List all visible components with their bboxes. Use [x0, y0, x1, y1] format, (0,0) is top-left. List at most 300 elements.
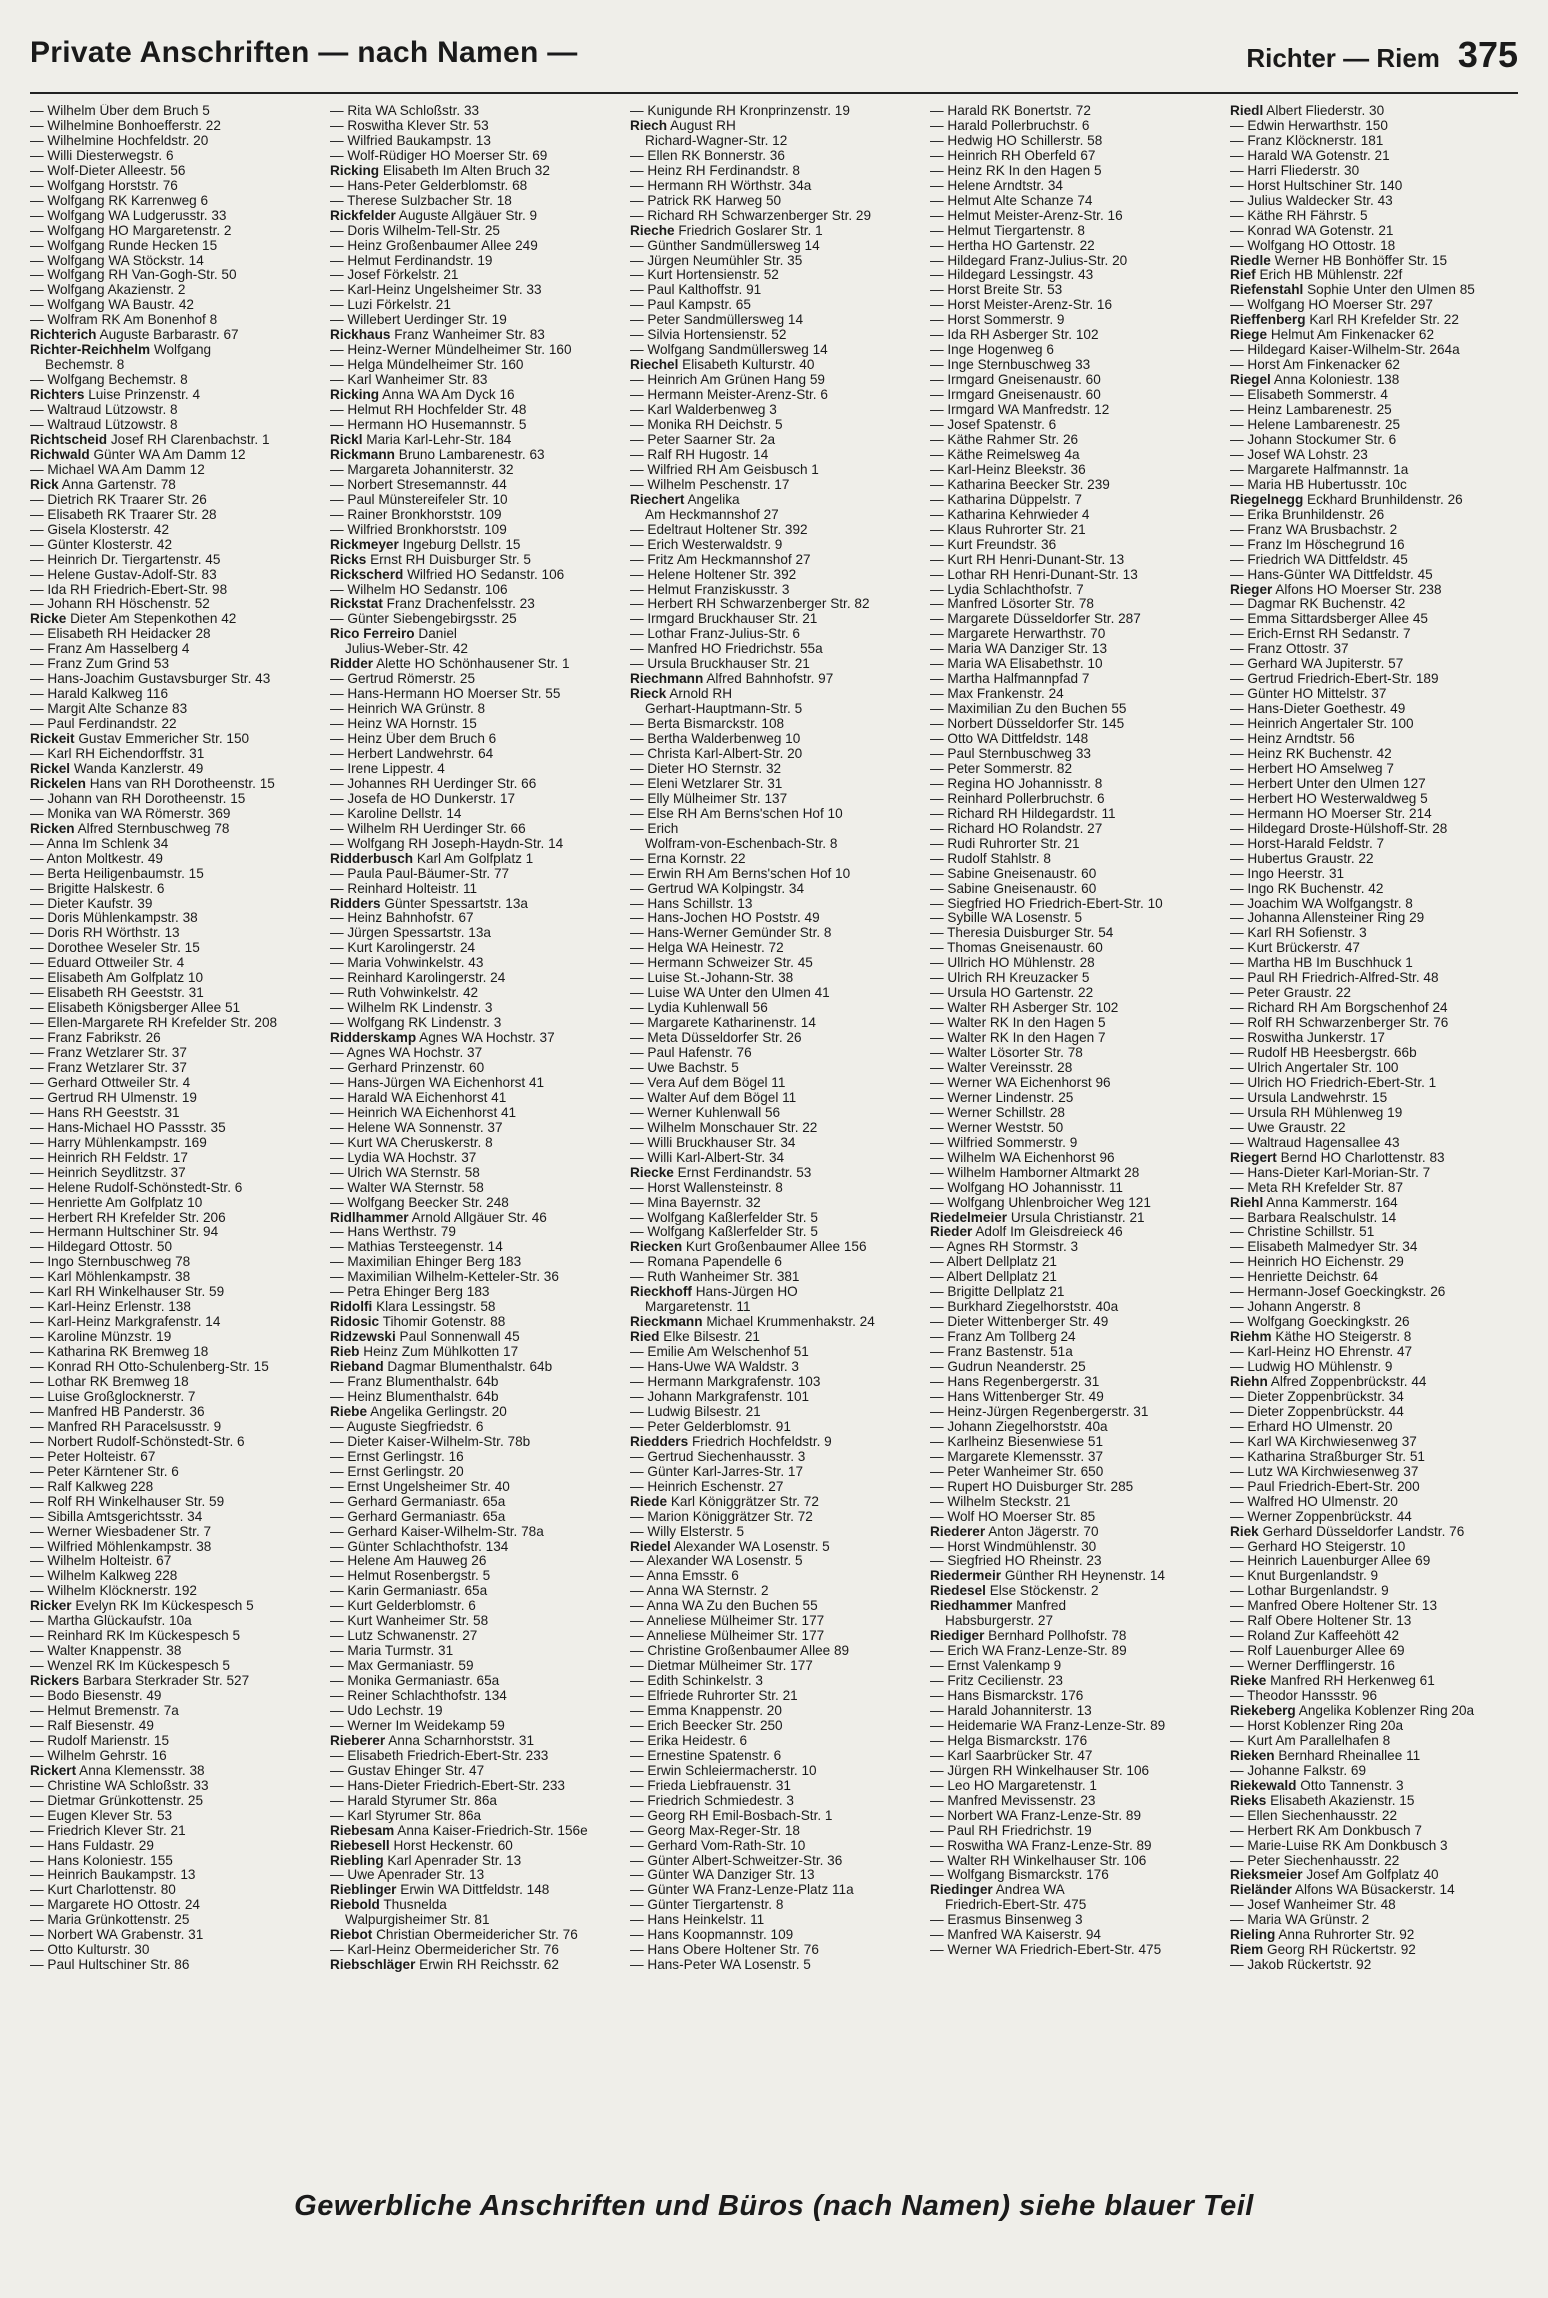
dash-entry: — Irmgard Gneisenaustr. 60 [930, 388, 1101, 403]
entry-details: Karl Saarbrücker Str. 47 [947, 1748, 1093, 1763]
entry-details: Edeltraut Holtener Str. 392 [647, 522, 808, 537]
entry-details: Erika Heidestr. 6 [647, 1733, 748, 1748]
surname-entry [930, 1225, 1218, 1240]
dash-entry: — Rolf RH Schwarzenberger Str. 76 [1230, 1016, 1449, 1031]
entry-details: Dorothee Weseler Str. 15 [47, 941, 200, 956]
entry-details: Knut Burgenlandstr. 9 [1247, 1569, 1379, 1584]
dash-entry: — Irene Lippestr. 4 [330, 761, 445, 776]
entry-details: Lutz Schwanenstr. 27 [347, 1629, 478, 1644]
dash-entry: — Therese Sulzbacher Str. 18 [330, 193, 512, 208]
entry-details: Waltraud Hagensallee 43 [1247, 1135, 1400, 1150]
entry-details: Dietmar Mülheimer Str. 177 [647, 1659, 813, 1674]
entry-details: Wolfgang HO Ottostr. 18 [1247, 238, 1396, 253]
surname: Rieke [1230, 1674, 1267, 1689]
dash-entry: — Anna Im Schlenk 34 [30, 836, 169, 851]
entry-details: Helmut Alte Schanze 74 [947, 193, 1093, 208]
dash-entry: — Hermann Schweizer Str. 45 [630, 956, 813, 971]
surname-entry [1230, 1883, 1518, 1898]
surname-entry [30, 1764, 318, 1779]
dash-entry: — Hans-Günter WA Dittfeldstr. 45 [1230, 567, 1433, 582]
dash-entry: — Sybille WA Losenstr. 5 [930, 911, 1083, 926]
dash-entry: — Hans-Hermann HO Moerser Str. 55 [330, 687, 561, 702]
dash-entry: — Harald Kalkweg 116 [30, 687, 169, 702]
entry-details: Peter Sommerstr. 82 [947, 761, 1073, 776]
dash-entry: — Wilfried Bronkhorststr. 109 [330, 522, 507, 537]
dash-entry: — Ernst Ungelsheimer Str. 40 [330, 1479, 510, 1494]
dash-entry: — Günter WA Franz-Lenze-Platz 11a [630, 1883, 854, 1898]
entry-details: Bernhard Rheinallee 11 [1278, 1748, 1421, 1763]
entry-details: Ulrich RH Kreuzacker 5 [947, 971, 1090, 986]
entry-details: Heinrich RH Feldstr. 17 [47, 1150, 188, 1165]
dash-entry: — Wolfgang Sandmüllersweg 14 [630, 343, 828, 358]
dash-entry: — Elisabeth Am Golfplatz 10 [30, 971, 204, 986]
dash-entry: — Franz Blumenthalstr. 64b [330, 1375, 499, 1390]
surname: Rieger [1230, 582, 1273, 597]
dash-entry: — Margarete HO Ottostr. 24 [30, 1898, 200, 1913]
entry-details: Maximilian Ehinger Berg 183 [347, 1255, 522, 1270]
entry-details: Lutz WA Kirchwiesenweg 37 [1247, 1464, 1419, 1479]
dash-entry: — Gertrud WA Kolpingstr. 34 [630, 881, 805, 896]
surname: Rickmeyer [330, 537, 399, 552]
dash-entry: — Friedrich Schmiedestr. 3 [630, 1793, 794, 1808]
entry-details: Irmgard Gneisenaustr. 60 [947, 373, 1101, 388]
dash-entry: — Helmut Alte Schanze 74 [930, 193, 1093, 208]
dash-entry: — Helmut Tiergartenstr. 8 [930, 223, 1085, 238]
dash-entry: — Horst Wallensteinstr. 8 [630, 1180, 783, 1195]
dash-entry: — Gerhard WA Jupiterstr. 57 [1230, 657, 1404, 672]
dash-entry: — Karl-Heinz Bleekstr. 36 [930, 462, 1086, 477]
entry-details: Hans Heinkelstr. 11 [647, 1913, 765, 1928]
entry-details: Gerhard HO Steigerstr. 10 [1247, 1539, 1406, 1554]
dash-entry: — Margarete Katharinenstr. 14 [630, 1016, 816, 1031]
dash-entry: — Wenzel RK Im Kückespesch 5 [30, 1659, 230, 1674]
dash-entry: — Wilhelm Peschenstr. 17 [630, 477, 790, 492]
dash-entry: — Karl-Heinz Obermeidericher Str. 76 [330, 1943, 559, 1958]
dash-entry: — Reiner Schlachthofstr. 134 [330, 1689, 507, 1704]
surname: Riebot [330, 1928, 373, 1943]
surname-entry [30, 448, 318, 463]
surname: Riefenstahl [1230, 283, 1304, 298]
entry-details: Ingo Sternbuschweg 78 [47, 1255, 191, 1270]
dash-entry: — Christine WA Schloßstr. 33 [30, 1778, 209, 1793]
dash-entry: — Waltraud Lützowstr. 8 [30, 403, 178, 418]
entry-details: Hans Regenbergerstr. 31 [947, 1375, 1100, 1390]
surname: Richterich [30, 328, 97, 343]
dash-entry: — Monika RH Deichstr. 5 [630, 418, 783, 433]
dash-entry: — Georg Max-Reger-Str. 18 [630, 1823, 800, 1838]
dash-entry: — Erika Brunhildenstr. 26 [1230, 507, 1385, 522]
dash-entry: — Heinrich RH Oberfeld 67 [930, 148, 1096, 163]
directory-columns [30, 104, 1518, 2174]
dash-entry: — Klaus Ruhrorter Str. 21 [930, 522, 1086, 537]
surname: Riecke [630, 1165, 674, 1180]
dash-entry: — Anna WA Zu den Buchen 55 [630, 1599, 818, 1614]
dash-entry: — Karl RH Eichendorffstr. 31 [30, 746, 205, 761]
dash-entry: — Horst-Harald Feldstr. 7 [1230, 836, 1385, 851]
dash-entry: — Norbert WA Grabenstr. 31 [30, 1928, 204, 1943]
dash-entry: — Hans-Peter WA Losenstr. 5 [630, 1958, 811, 1973]
entry-details: Julius-Weber-Str. 42 [345, 642, 468, 657]
entry-details: Hermann RH Wörthstr. 34a [647, 178, 812, 193]
dash-entry: — Hans Heinkelstr. 11 [630, 1913, 765, 1928]
surname-entry [1230, 1928, 1518, 1943]
dash-entry: — Ursula HO Gartenstr. 22 [930, 986, 1094, 1001]
surname: Riebe [330, 1404, 368, 1419]
entry-details: Johann van RH Dorotheenstr. 15 [47, 791, 246, 806]
entry-details: Wolfram-von-Eschenbach-Str. 8 [645, 836, 838, 851]
entry-details: Erwin WA Dittfeldstr. 148 [400, 1883, 550, 1898]
dash-entry: — Ingo Heerstr. 31 [1230, 866, 1345, 881]
entry-details: Brigitte Dellplatz 21 [947, 1285, 1065, 1300]
dash-entry: — Paula Paul-Bäumer-Str. 77 [330, 866, 510, 881]
dash-entry: — Erasmus Binsenweg 3 [930, 1913, 1083, 1928]
dash-entry: — Wilhelm Über dem Bruch 5 [30, 104, 210, 118]
dash-entry: — Werner Schillstr. 28 [930, 1105, 1065, 1120]
entry-details: Helga Mündelheimer Str. 160 [347, 358, 524, 373]
entry-details: Josef Spatenstr. 6 [947, 418, 1057, 433]
dash-entry: — Uwe Apenrader Str. 13 [330, 1868, 485, 1883]
entry-details: Dagmar RK Buchenstr. 42 [1247, 597, 1406, 612]
entry-details: Arnold Allgäuer Str. 46 [411, 1210, 547, 1225]
surname: Rieksmeier [1230, 1868, 1303, 1883]
surname-entry [630, 1330, 918, 1345]
entry-details: Christine Schillstr. 51 [1247, 1225, 1375, 1240]
entry-details: Hans Werthstr. 79 [347, 1225, 456, 1240]
surname-entry [330, 1928, 618, 1943]
dash-entry: — Inge Sternbuschweg 33 [930, 358, 1091, 373]
dash-entry: — Käthe RH Fährstr. 5 [1230, 208, 1368, 223]
dash-entry: — Heinz Großenbaumer Allee 249 [330, 238, 538, 253]
dash-entry: — Hans Schillstr. 13 [630, 896, 753, 911]
entry-details: Eckhard Brunhildenstr. 26 [1307, 492, 1463, 507]
dash-entry: — Reinhard Holteistr. 11 [330, 881, 478, 896]
surname-entry [330, 1345, 618, 1360]
entry-details: Ulrich Angertaler Str. 100 [1247, 1061, 1399, 1075]
dash-entry: — Herbert HO Amselweg 7 [1230, 761, 1394, 776]
dash-entry: — Rupert HO Duisburger Str. 285 [930, 1479, 1134, 1494]
surname-entry [1230, 1674, 1518, 1689]
dash-entry: — Alexander WA Losenstr. 5 [630, 1554, 803, 1569]
surname-entry [330, 328, 618, 343]
entry-details: Ellen-Margarete RH Krefelder Str. 208 [47, 1016, 278, 1031]
surname: Ricks [330, 552, 367, 567]
surname-entry [630, 224, 918, 239]
surname: Rieckmann [630, 1315, 703, 1330]
page-number: 375 [1457, 34, 1518, 75]
entry-details: Uwe Graustr. 22 [1247, 1120, 1346, 1135]
entry-details: Alette HO Schönhausener Str. 1 [376, 657, 570, 672]
surname: Riegel [1230, 373, 1271, 388]
dash-entry: — Helene Holtener Str. 392 [630, 567, 797, 582]
dash-entry: — Franz Ottostr. 37 [1230, 642, 1349, 657]
entry-details: Elisabeth Königsberger Allee 51 [47, 1001, 241, 1016]
dash-entry: — Elfriede Ruhrorter Str. 21 [630, 1689, 798, 1704]
continuation-line [630, 837, 918, 852]
dash-entry: — Rolf Lauenburger Allee 69 [1230, 1644, 1405, 1659]
surname-entry [30, 1599, 318, 1614]
dash-entry: — Waltraud Lützowstr. 8 [30, 418, 178, 433]
dash-entry: — Helene Am Hauweg 26 [330, 1554, 487, 1569]
entry-details: Gerhart-Hauptmann-Str. 5 [645, 702, 803, 717]
entry-details: Maria WA Danziger Str. 13 [947, 642, 1108, 657]
entry-details: Heinrich WA Grünstr. 8 [347, 702, 486, 717]
entry-details: Heinz Blumenthalstr. 64b [347, 1389, 499, 1404]
entry-details: Lothar RH Henri-Dunant-Str. 13 [947, 567, 1138, 582]
dash-entry: — Emilie Am Welschenhof 51 [630, 1345, 809, 1360]
surname-entry [930, 1599, 1218, 1614]
surname-entry [30, 1674, 318, 1689]
dash-entry: — Hermann-Josef Goeckingkstr. 26 [1230, 1285, 1446, 1300]
entry-details: Angelika [687, 492, 740, 507]
dash-entry: — Agnes WA Hochstr. 37 [330, 1046, 483, 1061]
surname: Ried [630, 1330, 660, 1345]
dash-entry: — Ludwig HO Mühlenstr. 9 [1230, 1360, 1393, 1375]
dash-entry: — Richard HO Rolandstr. 27 [930, 821, 1103, 836]
dash-entry: — Johanna Allensteiner Ring 29 [1230, 911, 1425, 926]
dash-entry: — Johann Angerstr. 8 [1230, 1300, 1361, 1315]
entry-details: Kurt Großenbaumer Allee 156 [685, 1240, 867, 1255]
entry-details: Rupert HO Duisburger Str. 285 [947, 1479, 1134, 1494]
entry-details: Günter Siebengebirgsstr. 25 [347, 612, 517, 627]
dash-entry: — Heinz Über dem Bruch 6 [330, 732, 497, 747]
dash-entry: — Walter Vereinsstr. 28 [930, 1061, 1073, 1075]
entry-details: Fritz Am Heckmannshof 27 [647, 552, 811, 567]
surname: Riechmann [630, 672, 704, 687]
entry-details: Marie-Luise RK Am Donkbusch 3 [1247, 1838, 1448, 1853]
entry-details: Adolf Im Gleisdreieck 46 [975, 1225, 1123, 1240]
dash-entry: — Roland Zur Kaffeehött 42 [1230, 1629, 1400, 1644]
entry-details: Helene Holtener Str. 392 [647, 567, 797, 582]
dash-entry: — Dorothee Weseler Str. 15 [30, 941, 200, 956]
entry-details: Georg RH Rückertstr. 92 [1267, 1943, 1416, 1958]
entry-details: Eduard Ottweiler Str. 4 [47, 956, 185, 971]
dash-entry: — Wilhelm Gehrstr. 16 [30, 1748, 167, 1763]
entry-details: Luise WA Unter den Ulmen 41 [647, 986, 830, 1001]
entry-details: Hermann Hultschiner Str. 94 [47, 1225, 219, 1240]
entry-details: Sabine Gneisenaustr. 60 [947, 866, 1097, 881]
surname-entry [330, 448, 618, 463]
entry-details: Gerhard Ottweiler Str. 4 [47, 1075, 191, 1090]
entry-details: Wolfgang WA Ludgerusstr. 33 [47, 208, 227, 223]
entry-details: Heinz Großenbaumer Allee 249 [347, 238, 538, 253]
entry-details: Wolfgang Sandmüllersweg 14 [647, 343, 828, 358]
entry-details: Alfons HO Moerser Str. 238 [1275, 582, 1442, 597]
entry-details: Ruth Vohwinkelstr. 42 [347, 986, 479, 1001]
entry-details: Gerhard WA Jupiterstr. 57 [1247, 657, 1404, 672]
entry-details: Dieter Kaiser-Wilhelm-Str. 78b [347, 1434, 531, 1449]
directory-column-1 [30, 104, 318, 2174]
entry-details: Bertha Walderbenweg 10 [647, 732, 801, 747]
dash-entry: — Edith Schinkelstr. 3 [630, 1674, 763, 1689]
dash-entry: — Wolf-Rüdiger HO Moerser Str. 69 [330, 148, 548, 163]
entry-details: Käthe Reimelsweg 4a [947, 447, 1080, 462]
entry-details: Heinz Zum Mühlkotten 17 [363, 1345, 519, 1360]
dash-entry: — Hans-Michael HO Passstr. 35 [30, 1120, 226, 1135]
surname: Richter-Reichhelm [30, 343, 151, 358]
entry-details: Wolfgang Uhlenbroicher Weg 121 [947, 1195, 1151, 1210]
entry-details: Sybille WA Losenstr. 5 [947, 911, 1083, 926]
dash-entry: — Franz Im Höschegrund 16 [1230, 537, 1405, 552]
entry-details: Helmut Franziskusstr. 3 [647, 582, 790, 597]
entry-details: Elisabeth Sommerstr. 4 [1247, 388, 1388, 403]
dash-entry: — Uwe Bachstr. 5 [630, 1061, 739, 1075]
entry-details: Werner Zoppenbrückstr. 44 [1247, 1509, 1412, 1524]
dash-entry: — Kurt RH Henri-Dunant-Str. 13 [930, 552, 1125, 567]
entry-details: Agnes RH Stormstr. 3 [946, 1240, 1079, 1255]
entry-details: Hans-Jochen HO Poststr. 49 [647, 911, 820, 926]
entry-details: Wilhelmine Hochfeldstr. 20 [47, 133, 209, 148]
dash-entry: — Doris Wilhelm-Tell-Str. 25 [330, 223, 500, 238]
entry-details: Paul Friedrich-Ebert-Str. 200 [1247, 1479, 1420, 1494]
entry-details: Karl RH Sofienstr. 3 [1247, 926, 1367, 941]
dash-entry: — Maximilian Ehinger Berg 183 [330, 1255, 522, 1270]
entry-details: Hans-Dieter Karl-Morian-Str. 7 [1247, 1165, 1431, 1180]
entry-details: Hans-Hermann HO Moerser Str. 55 [347, 687, 561, 702]
dash-entry: — Heinz-Werner Mündelheimer Str. 160 [330, 343, 572, 358]
entry-details: Franz Blumenthalstr. 64b [347, 1375, 499, 1390]
entry-details: Hans-Joachim Gustavsburger Str. 43 [47, 672, 271, 687]
surname: Riebling [330, 1853, 384, 1868]
directory-column-2 [330, 104, 618, 2174]
entry-details: Manfred RH Herkenweg 61 [1270, 1674, 1435, 1689]
dash-entry: — Martha Glückaufstr. 10a [30, 1614, 192, 1629]
dash-entry: — Manfred WA Kaiserstr. 94 [930, 1928, 1101, 1943]
dash-entry: — Hans-Dieter Goethestr. 49 [1230, 702, 1406, 717]
entry-details: Kurt Am Parallelhafen 8 [1247, 1733, 1391, 1748]
dash-entry: — Johannes RH Uerdinger Str. 66 [330, 776, 537, 791]
entry-details: Anton Jägerstr. 70 [988, 1524, 1099, 1539]
entry-details: Anton Moltkestr. 49 [46, 851, 163, 866]
dash-entry: — Werner Im Weidekamp 59 [330, 1718, 505, 1733]
dash-entry: — Max Germaniastr. 59 [330, 1659, 474, 1674]
dash-entry: — Friedrich Klever Str. 21 [30, 1823, 186, 1838]
continuation-line [630, 508, 918, 523]
entry-details: Helmut Bremenstr. 7a [47, 1703, 179, 1718]
entry-details: Käthe Rahmer Str. 26 [947, 432, 1079, 447]
dash-entry: — Frieda Liebfrauenstr. 31 [630, 1778, 791, 1793]
dash-entry: — Hermann HO Husemannstr. 5 [330, 418, 527, 433]
entry-details: Walter RH Winkelhauser Str. 106 [947, 1853, 1147, 1868]
surname: Rieckhoff [630, 1285, 692, 1300]
dash-entry: — Elisabeth RH Geeststr. 31 [30, 986, 204, 1001]
dash-entry: — Barbara Realschulstr. 14 [1230, 1210, 1397, 1225]
dash-entry: — Fritz Am Heckmannshof 27 [630, 552, 811, 567]
surname-entry [1230, 373, 1518, 388]
dash-entry: — Franz Klöcknerstr. 181 [1230, 133, 1384, 148]
dash-entry: — Brigitte Halskestr. 6 [30, 881, 165, 896]
entry-details: Anna Ruhrorter Str. 92 [1278, 1928, 1415, 1943]
dash-entry: — Ida RH Asberger Str. 102 [930, 328, 1099, 343]
surname-entry [1230, 1868, 1518, 1883]
directory-column-4 [930, 104, 1218, 2174]
dash-entry: — Franz Bastenstr. 51a [930, 1345, 1073, 1360]
dash-entry: — Kurt Wanheimer Str. 58 [330, 1614, 489, 1629]
entry-details: Bernd HO Charlottenstr. 83 [1280, 1150, 1445, 1165]
dash-entry: — Hans RH Geeststr. 31 [30, 1105, 180, 1120]
dash-entry: — Horst Meister-Arenz-Str. 16 [930, 298, 1113, 313]
entry-details: Ernst Gerlingstr. 16 [347, 1449, 464, 1464]
entry-details: Elke Bilsestr. 21 [663, 1330, 760, 1345]
dash-entry: — Kurt Hortensienstr. 52 [630, 268, 779, 283]
entry-details: Günter Spessartstr. 13a [384, 896, 528, 911]
dash-entry: — Hans Koloniestr. 155 [30, 1853, 173, 1868]
entry-details: Auguste Allgäuer Str. 9 [398, 208, 538, 223]
entry-details: Barbara Realschulstr. 14 [1247, 1210, 1397, 1225]
dash-entry: — Erich Westerwaldstr. 9 [630, 537, 783, 552]
entry-details: Walter Auf dem Bögel 11 [647, 1090, 797, 1105]
entry-details: Karl RH Winkelhauser Str. 59 [47, 1285, 225, 1300]
entry-details: Ruth Wanheimer Str. 381 [647, 1270, 800, 1285]
entry-details: Karl-Heinz Ungelsheimer Str. 33 [347, 283, 542, 298]
dash-entry: — Christa Karl-Albert-Str. 20 [630, 746, 803, 761]
surname: Riekeberg [1230, 1703, 1296, 1718]
dash-entry: — Erich [630, 821, 679, 836]
surname: Rieck [630, 687, 667, 702]
entry-details: Josefa de HO Dunkerstr. 17 [347, 791, 516, 806]
entry-details: Angelika Gerlingstr. 20 [370, 1404, 507, 1419]
surname-entry [330, 852, 618, 867]
entry-details: Regina HO Johannisstr. 8 [947, 776, 1103, 791]
entry-details: Monika Germaniastr. 65a [347, 1674, 500, 1689]
dash-entry: — Johanne Falkstr. 69 [1230, 1763, 1367, 1778]
dash-entry: — Thomas Gneisenaustr. 60 [930, 941, 1103, 956]
entry-details: Franz Wanheimer Str. 83 [394, 328, 545, 343]
entry-details: Anna Kammerstr. 164 [1266, 1195, 1398, 1210]
entry-details: Julius Waldecker Str. 43 [1247, 193, 1393, 208]
entry-details: Edith Schinkelstr. 3 [647, 1674, 763, 1689]
dash-entry: — Irmgard WA Manfredstr. 12 [930, 403, 1110, 418]
dash-entry: — Mathias Tersteegenstr. 14 [330, 1240, 503, 1255]
entry-details: Rudolf Stahlstr. 8 [947, 851, 1051, 866]
dash-entry: — Wolfgang RK Karrenweg 6 [30, 193, 209, 208]
dash-entry: — Horst Koblenzer Ring 20a [1230, 1718, 1404, 1733]
entry-details: Johann Markgrafenstr. 101 [647, 1389, 810, 1404]
entry-details: Wolfgang RK Karrenweg 6 [47, 193, 209, 208]
dash-entry: — Josef Förkelstr. 21 [330, 268, 459, 283]
surname-entry [330, 433, 618, 448]
dash-entry: — Ernst Gerlingstr. 16 [330, 1449, 464, 1464]
entry-details: Jakob Rückertstr. 92 [1247, 1958, 1372, 1973]
dash-entry: — Erna Kornstr. 22 [630, 851, 746, 866]
dash-entry: — Wilhelm Hamborner Altmarkt 28 [930, 1165, 1140, 1180]
surname: Ridders [330, 896, 381, 911]
dash-entry: — Lothar RK Bremweg 18 [30, 1375, 189, 1390]
entry-details: Manfred HO Friedrichstr. 55a [647, 642, 823, 657]
entry-details: Henriette Am Golfplatz 10 [47, 1195, 203, 1210]
dash-entry: — Werner Weststr. 50 [930, 1120, 1064, 1135]
entry-details: Hildegard Franz-Julius-Str. 20 [947, 253, 1128, 268]
dash-entry: — Katharina Kehrwieder 4 [930, 507, 1090, 522]
entry-details: Margarete Halfmannstr. 1a [1247, 462, 1409, 477]
dash-entry: — Maria Grünkottenstr. 25 [30, 1913, 190, 1928]
dash-entry: — Käthe Reimelsweg 4a [930, 447, 1080, 462]
dash-entry: — Richard RH Am Borgschenhof 24 [1230, 1001, 1448, 1016]
dash-entry: — Harry Mühlenkampstr. 169 [30, 1135, 207, 1150]
entry-details: Alfred Bahnhofstr. 97 [706, 672, 834, 687]
dash-entry: — Kurt Brückerstr. 47 [1230, 941, 1360, 956]
entry-details: Paula Paul-Bäumer-Str. 77 [347, 866, 510, 881]
entry-details: Doris RH Wörthstr. 13 [47, 926, 180, 941]
dash-entry: — Ida RH Friedrich-Ebert-Str. 98 [30, 582, 228, 597]
dash-entry: — Johann van RH Dorotheenstr. 15 [30, 791, 246, 806]
entry-details: Hans Fuldastr. 29 [47, 1838, 154, 1853]
dash-entry: — Wolfgang Bismarckstr. 176 [930, 1868, 1109, 1883]
dash-entry: — Dieter HO Sternstr. 32 [630, 761, 782, 776]
entry-details: Wilhelm RH Uerdinger Str. 66 [347, 821, 526, 836]
dash-entry: — Sabine Gneisenaustr. 60 [930, 866, 1097, 881]
dash-entry: — Katharina Beecker Str. 239 [930, 477, 1110, 492]
entry-details: Werner Schillstr. 28 [947, 1105, 1065, 1120]
